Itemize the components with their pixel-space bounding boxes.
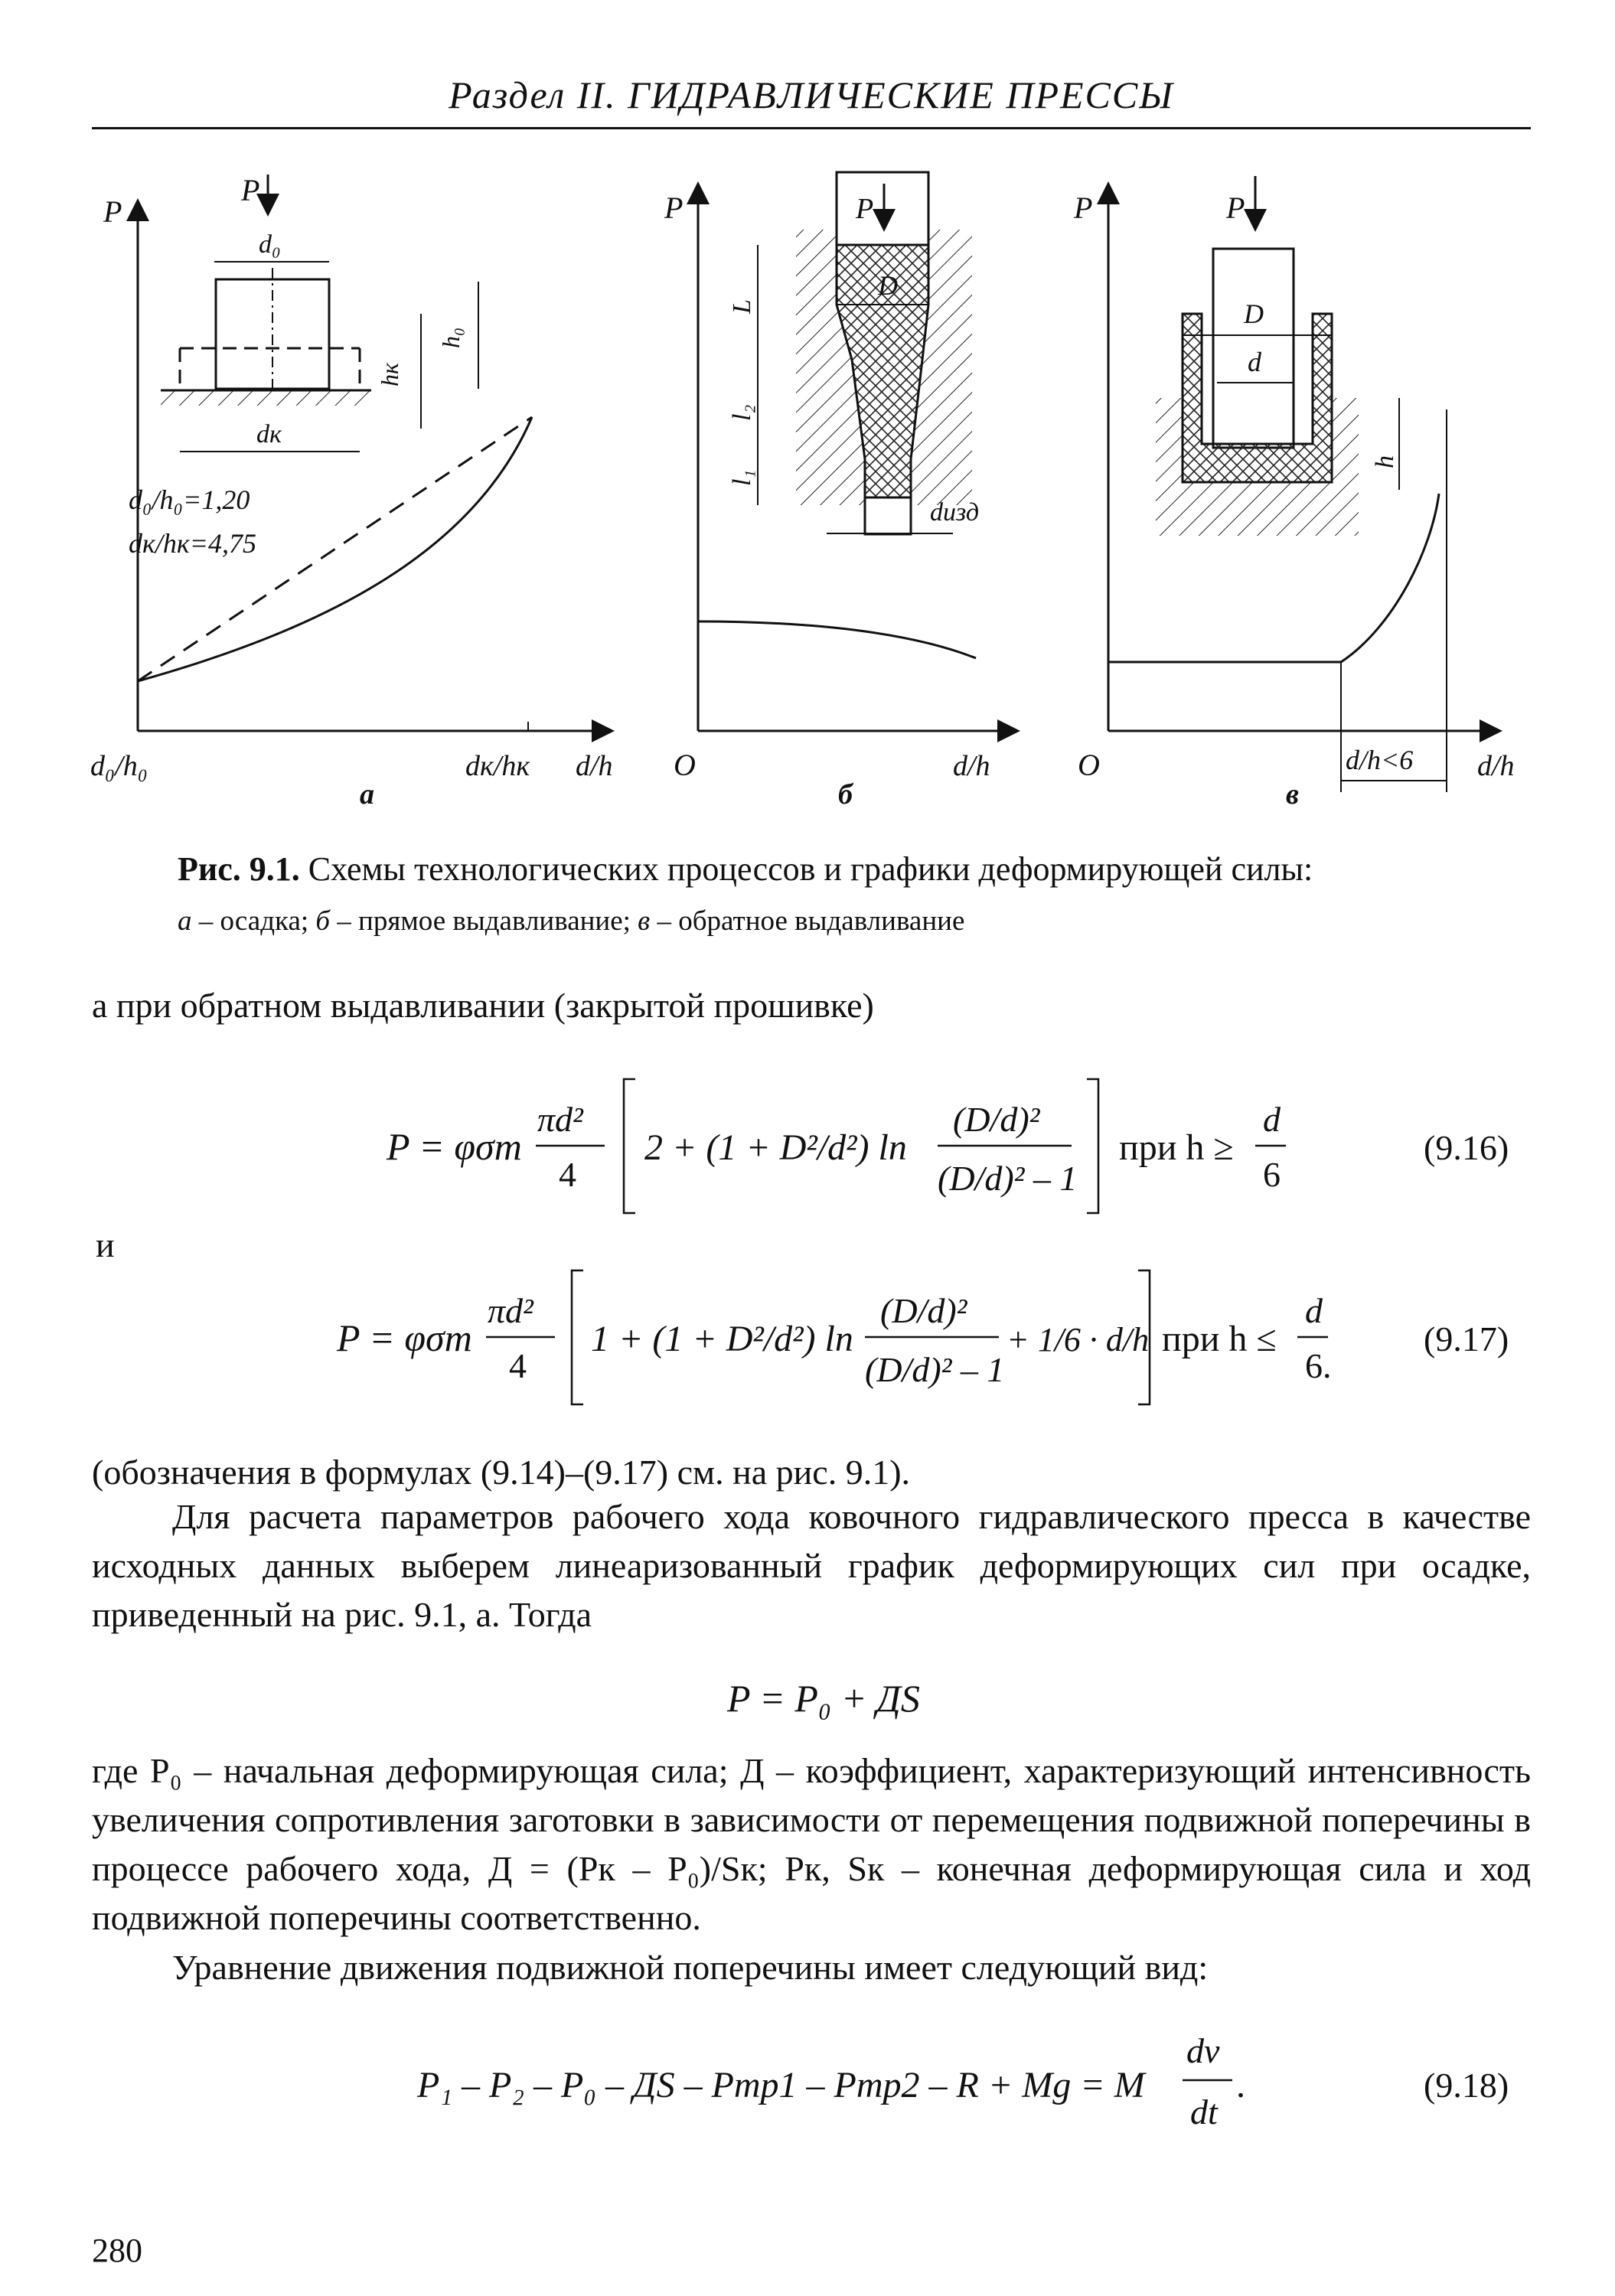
legend-b-letter: б	[315, 905, 331, 937]
panel-a-base-hatch	[161, 390, 371, 406]
panel-a	[90, 173, 613, 810]
panel-c-range-label: d/h<6	[1346, 745, 1414, 775]
eq916-cond: при h ≥	[1119, 1127, 1234, 1168]
panel-c-origin: O	[1078, 748, 1100, 782]
eq916-number: (9.16)	[1424, 1128, 1509, 1167]
panel-a-d0-label: d₀	[259, 230, 281, 259]
panel-a-hk-label: hк	[376, 363, 403, 386]
panel-c-d-label: d	[1248, 347, 1261, 377]
panel-a-x-mark: dк/hк	[465, 750, 530, 782]
equation-linear: P = P₀ + ДS	[727, 1677, 920, 1720]
eq917-ln-den: (D/d)² – 1	[865, 1350, 1005, 1389]
eq917-lhs: P = φσт	[337, 1316, 472, 1359]
legend-c-letter: в	[638, 905, 651, 937]
panel-b-dizd-label: dизд	[930, 498, 980, 527]
panel-a-ratio-1: d₀/h₀=1,20	[129, 484, 250, 515]
panel-b-D-label: D	[878, 270, 898, 301]
eq917-frac-den: 4	[509, 1346, 527, 1385]
eq918-frac-den: dt	[1190, 2092, 1218, 2131]
equation-9-18	[0, 2020, 1615, 2151]
figure-9-1	[0, 0, 1615, 842]
eq916-ln-num: (D/d)²	[953, 1100, 1040, 1139]
eq917-extra: + 1/6 · d/h	[1007, 1321, 1150, 1358]
panel-a-x-end: d/h	[576, 750, 613, 782]
panel-b-force-curve	[698, 621, 976, 658]
running-header: Раздел II. ГИДРАВЛИЧЕСКИЕ ПРЕССЫ	[449, 73, 1174, 116]
paragraph-linearized: Для расчета параметров рабочего хода ковочного гидравлического пресса в качестве исходных данных выберем линеаризованный график деформирующих сил при осадке, приведенный на рис. 9.1, а. Тогда	[92, 1497, 1531, 1634]
lead-paragraph: а при обратном выдавливании (закрытой прошивке)	[92, 986, 874, 1025]
equation-9-16	[0, 1064, 1615, 1232]
legend-a-text: – осадка;	[198, 905, 309, 937]
panel-c-force-label: P	[1226, 191, 1245, 225]
eq918-tail: .	[1236, 2065, 1245, 2105]
conjunction-and: и	[96, 1225, 115, 1264]
eq917-number: (9.17)	[1424, 1319, 1509, 1358]
panel-b-l1-label: l₁	[728, 469, 756, 486]
panel-c-D-label: D	[1244, 298, 1264, 329]
eq918-number: (9.18)	[1424, 2066, 1509, 2105]
caption-label: Рис. 9.1.	[178, 850, 300, 888]
eq916-cond-num: d	[1263, 1100, 1281, 1139]
panel-b-y-label: P	[664, 191, 684, 225]
panel-a-force-label: P	[241, 173, 260, 207]
eq916-bracket: 2 + (1 + D²/d²) ln	[644, 1127, 907, 1168]
eq917-cond: при h ≤	[1162, 1319, 1277, 1359]
paragraph-definitions: где P₀ – начальная деформирующая сила; Д – коэффициент, характеризующий интенсивность увеличения сопротивления заготовки в зависимости от перемещения подвижной поперечины в процессе рабочего хода, Д = (Pк – P₀)/Sк; Pк, Sк – конечная деформирующая сила и ход подвижной поперечины соответственно.	[92, 1751, 1531, 1937]
legend-c-text: – обратное выдавливание	[657, 905, 965, 937]
eq916-ln-den: (D/d)² – 1	[938, 1159, 1078, 1198]
panel-c-letter: в	[1286, 778, 1299, 810]
panel-b-letter: б	[838, 778, 853, 810]
equation-9-17	[0, 1255, 1615, 1424]
panel-b-product	[865, 497, 911, 534]
notation-paragraph: (обозначения в формулах (9.14)–(9.17) см. на рис. 9.1).	[92, 1453, 911, 1492]
panel-b-x-end: d/h	[953, 750, 990, 782]
eq917-cond-den: 6.	[1305, 1346, 1332, 1385]
figure-legend	[178, 905, 1555, 938]
panel-b-punch	[837, 172, 928, 245]
eq917-cond-num: d	[1305, 1291, 1323, 1330]
eq917-ln-num: (D/d)²	[880, 1291, 967, 1330]
eq918-frac-num: dv	[1186, 2031, 1220, 2070]
panel-a-x-start: d₀/h₀	[90, 750, 148, 782]
panel-a-h0-label: h₀	[437, 327, 465, 348]
eq917-bracket: 1 + (1 + D²/d²) ln	[591, 1319, 853, 1359]
panel-c-x-end: d/h	[1477, 750, 1515, 782]
figure-caption	[178, 848, 1555, 891]
panel-c-y-label: P	[1074, 191, 1093, 225]
legend-a-letter: а	[178, 905, 192, 937]
eq916-frac-den: 4	[559, 1155, 576, 1194]
eq916-cond-den: 6	[1263, 1155, 1281, 1194]
eq918-lhs: P₁ – P₂ – P₀ – ДS – Pтр1 – Pтр2 – R + Mg = M	[417, 2065, 1145, 2105]
paragraph-motion: Уравнение движения подвижной поперечины имеет следующий вид:	[172, 1948, 1209, 1987]
panel-a-y-label: P	[103, 194, 122, 229]
panel-c-h-label: h	[1371, 455, 1399, 468]
legend-b-text: – прямое выдавливание;	[337, 905, 631, 937]
page-number: 280	[92, 2232, 142, 2269]
eq916-frac-num: πd²	[537, 1100, 583, 1139]
panel-b-force-label: P	[856, 193, 874, 225]
caption-text: Схемы технологических процессов и графики деформирующей силы:	[308, 850, 1313, 888]
panel-b-l2-label: l₂	[728, 404, 756, 421]
panel-a-dk-label: dк	[256, 420, 282, 448]
panel-a-letter: а	[360, 778, 374, 810]
panel-a-deformed-outline	[180, 348, 360, 389]
panel-b	[664, 172, 1018, 810]
panel-b-origin: O	[674, 748, 696, 782]
eq917-frac-num: πd²	[488, 1291, 533, 1330]
panel-a-ratio-2: dк/hк=4,75	[129, 528, 256, 559]
panel-c	[1073, 176, 1515, 810]
panel-b-L-label: L	[728, 299, 756, 314]
eq916-lhs: P = φσт	[387, 1125, 522, 1168]
